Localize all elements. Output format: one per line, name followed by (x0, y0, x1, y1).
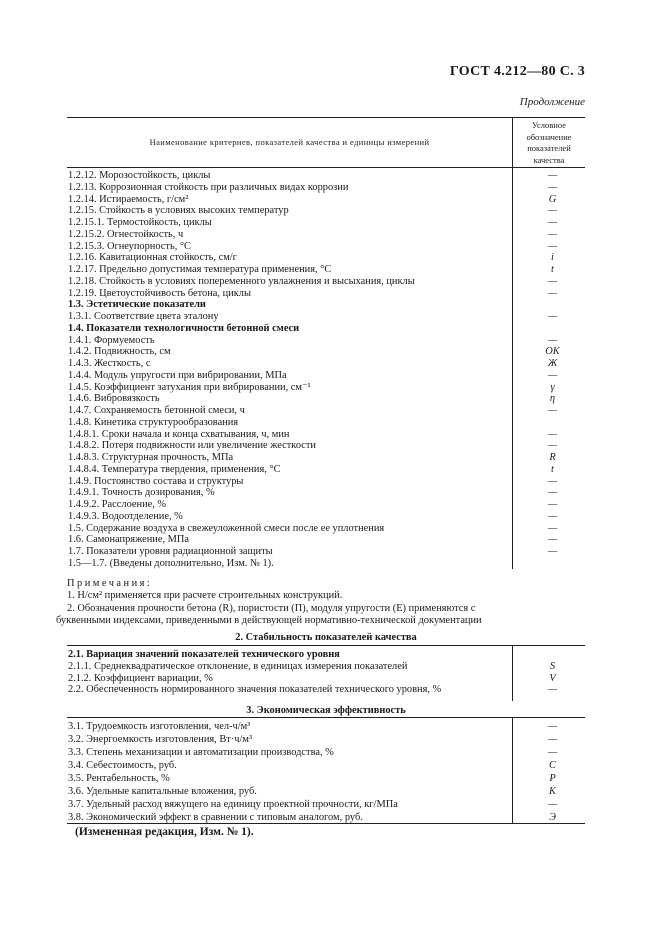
table-row (68, 511, 585, 523)
indicator-symbol: t (551, 463, 554, 475)
indicator-symbol: Ж (547, 358, 558, 369)
indicator-name: 3.1. Трудоемкость изготовления, чел-ч/м³ (68, 721, 251, 732)
column-header-line: показателей (527, 143, 571, 153)
indicator-name: 1.3.1. Соответствие цвета эталону (68, 311, 219, 322)
table-row (68, 429, 585, 441)
continuation-label: Продолжение (519, 96, 585, 108)
indicator-symbol: — (547, 734, 558, 745)
indicator-name: 1.5—1.7. (Введены дополнительно, Изм. № 1). (68, 557, 274, 569)
indicator-symbol: i (551, 252, 554, 264)
table-row (68, 205, 585, 217)
indicator-symbol: — (547, 684, 558, 696)
table-row (68, 405, 585, 417)
indicator-symbol: — (547, 275, 558, 287)
section-2-top-rule (67, 645, 585, 646)
table-row (68, 799, 585, 811)
table-row (68, 649, 585, 661)
indicator-name: 1.2.19. Цветоустойчивость бетона, циклы (68, 287, 251, 299)
indicator-name: 1.2.18. Стойкость в условиях попеременного увлажнения и высыхания, циклы (68, 275, 415, 287)
indicator-name: 2.1. Вариация значений показателей технического уровня (68, 649, 340, 660)
indicator-name: 1.4. Показатели технологичности бетонной смеси (68, 322, 300, 334)
table-row (68, 299, 585, 311)
indicator-symbol: — (547, 334, 558, 346)
table-row (68, 773, 585, 785)
indicator-name: 2.2. Обеспеченность нормированного значения показателей технического уровня, % (68, 684, 442, 696)
table-row (68, 673, 585, 685)
indicator-symbol: Э (549, 812, 556, 823)
indicator-name: 1.5. Содержание воздуха в свежеуложенной смеси после ее уплотнения (68, 522, 385, 534)
indicator-symbol: ОК (545, 346, 560, 358)
table-row (68, 370, 585, 382)
indicator-name: 1.4.9.3. Водоотделение, % (68, 510, 183, 522)
notes-title: Примечания: (67, 578, 153, 589)
indicator-name: 1.2.15. Стойкость в условиях высоких температур (68, 205, 289, 217)
indicator-name: 1.7. Показатели уровня радиационной защиты (68, 546, 273, 557)
indicator-symbol: — (547, 428, 558, 440)
indicator-name: 1.2.15.3. Огнеупорность, °С (68, 240, 191, 252)
indicator-symbol: — (547, 240, 558, 252)
indicator-symbol: V (549, 672, 556, 684)
indicator-symbol: — (547, 205, 558, 217)
note-2-continued: буквенными индексами, приведенными в действующей нормативно-технической документации (56, 615, 482, 626)
table-row (68, 760, 585, 772)
column-header-line: обозначение (526, 131, 572, 142)
indicator-name: 1.4.8. Кинетика структурообразования (68, 416, 239, 428)
indicator-name: 1.4.9. Постоянство состава и структуры (68, 475, 244, 487)
indicator-name: 3.3. Степень механизации и автоматизации производства, % (68, 747, 334, 758)
indicator-name: 1.4.7. Сохраняемость бетонной смеси, ч (68, 405, 245, 416)
table-head-rule (67, 167, 585, 168)
table-row (68, 523, 585, 535)
table-row (68, 684, 585, 696)
section-2-title: 2. Стабильность показателей качества (235, 632, 417, 643)
indicator-symbol: η (549, 393, 556, 405)
table-row (68, 335, 585, 347)
indicator-symbol: — (547, 721, 558, 732)
indicator-name: 2.1.1. Среднеквадратическое отклонение, в единицах измерения показателей (68, 660, 408, 672)
table-row (68, 311, 585, 323)
table-bottom-rule (67, 823, 585, 824)
table-row (68, 382, 585, 394)
table-row (68, 487, 585, 499)
indicator-name: 1.2.16. Кавитационная стойкость, см/г (68, 252, 237, 264)
indicator-name: 1.4.3. Жесткость, с (68, 358, 151, 369)
indicator-name: 3.2. Энергоемкость изготовления, Вт·ч/м³ (68, 734, 253, 745)
indicator-name: 1.2.12. Морозостойкость, циклы (68, 170, 211, 181)
indicator-name: 3.8. Экономический эффект в сравнении с типовым аналогом, руб. (68, 812, 363, 823)
table-row (68, 464, 585, 476)
table-row (68, 558, 585, 570)
indicator-symbol: — (547, 747, 558, 758)
indicator-name: 3.7. Удельный расход вяжущего на единицу проектной прочности, кг/МПа (68, 799, 398, 810)
indicator-name: 1.3. Эстетические показатели (68, 299, 206, 311)
column-header-symbol (513, 120, 585, 166)
table-row (68, 440, 585, 452)
table-top-rule (67, 117, 585, 118)
indicator-symbol: — (547, 228, 558, 240)
indicator-name: 1.2.14. Истираемость, г/см² (68, 193, 189, 205)
indicator-name: 1.4.8.4. Температура твердения, применения, °С (68, 463, 281, 475)
table-row (68, 276, 585, 288)
indicator-name: 1.4.6. Вибровязкость (68, 393, 160, 405)
section-3-top-rule (67, 717, 585, 718)
indicator-name: 1.4.1. Формуемость (68, 334, 155, 346)
column-header-line: качества (533, 154, 565, 165)
indicator-symbol: — (547, 181, 558, 193)
indicator-symbol: Р (549, 773, 556, 784)
indicator-name: 1.6. Самонапряжение, МПа (68, 534, 190, 546)
indicator-symbol: — (547, 217, 558, 228)
indicator-symbol: — (547, 170, 558, 181)
indicator-name: 1.4.9.1. Точность дозирования, % (68, 487, 215, 499)
indicator-symbol: γ (550, 381, 555, 393)
indicator-name: 1.4.8.2. Потеря подвижности или увеличение жесткости (68, 440, 316, 452)
table-row (68, 252, 585, 264)
indicator-symbol: — (547, 440, 558, 452)
indicator-name: 2.1.2. Коэффициент вариации, % (68, 672, 213, 684)
indicator-symbol: — (547, 311, 558, 322)
table-row (68, 264, 585, 276)
indicator-name: 3.6. Удельные капитальные вложения, руб. (68, 786, 257, 797)
table-row (68, 323, 585, 335)
table-row (68, 182, 585, 194)
table-row (68, 734, 585, 746)
indicator-name: 1.2.13. Коррозионная стойкость при различных видах коррозии (68, 181, 349, 193)
indicator-symbol: — (547, 405, 558, 416)
table-row (68, 194, 585, 206)
table-row (68, 358, 585, 370)
table-row (68, 786, 585, 798)
table-row (68, 417, 585, 429)
table-row (68, 288, 585, 300)
column-header-line: Условное (532, 120, 566, 130)
table-row (68, 393, 585, 405)
table-row (68, 721, 585, 733)
table-row (68, 499, 585, 511)
table-row (68, 661, 585, 673)
indicator-name: 3.5. Рентабельность, % (68, 773, 170, 784)
indicator-name: 1.4.8.1. Сроки начала и конца схватывания, ч, мин (68, 428, 290, 440)
indicator-symbol: — (547, 287, 558, 299)
indicator-symbol: — (547, 534, 558, 546)
note-1: 1. Н/см² применяется при расчете строительных конструкций. (67, 590, 343, 601)
table-row (68, 534, 585, 546)
document-header: ГОСТ 4.212—80 С. 3 (449, 64, 585, 79)
table-row (68, 241, 585, 253)
table-row (68, 217, 585, 229)
table-row (68, 546, 585, 558)
indicator-symbol: R (549, 452, 556, 463)
indicator-symbol: — (547, 499, 558, 510)
table-row (68, 229, 585, 241)
indicator-symbol: С (549, 760, 556, 771)
indicator-symbol: — (547, 546, 558, 557)
indicator-name: 1.4.8.3. Структурная прочность, МПа (68, 452, 234, 463)
indicator-symbol: t (551, 264, 554, 275)
table-row (68, 346, 585, 358)
indicator-name: 3.4. Себестоимость, руб. (68, 760, 177, 771)
section-3-title: 3. Экономическая эффективность (246, 705, 406, 716)
table-row (68, 452, 585, 464)
indicator-name: 1.2.15.2. Огнестойкость, ч (68, 228, 184, 240)
indicator-symbol: — (547, 369, 558, 381)
indicator-name: 1.4.2. Подвижность, см (68, 346, 171, 358)
indicator-name: 1.4.4. Модуль упругости при вибрировании, МПа (68, 369, 287, 381)
column-header-name: Наименование критериев, показателей качества и единицы измерений (149, 137, 430, 147)
indicator-symbol: — (547, 799, 558, 810)
indicator-name: 1.4.5. Коэффициент затухания при вибрировании, см⁻¹ (68, 381, 311, 393)
table-row (68, 170, 585, 182)
indicator-name: 1.4.9.2. Расслоение, % (68, 499, 167, 510)
indicator-symbol: — (547, 522, 558, 534)
indicator-symbol: К (549, 786, 556, 797)
indicator-symbol: — (547, 475, 558, 487)
table-row (68, 476, 585, 488)
indicator-symbol: — (547, 510, 558, 522)
note-2: 2. Обозначения прочности бетона (R), пористости (П), модуля упругости (E) применяются с (67, 603, 476, 614)
indicator-symbol: S (549, 660, 556, 672)
indicator-symbol: — (547, 487, 558, 499)
indicator-symbol: G (548, 193, 557, 205)
indicator-name: 1.2.15.1. Термостойкость, циклы (68, 217, 212, 228)
table-row (68, 747, 585, 759)
amendment-note: (Измененная редакция, Изм. № 1). (75, 826, 254, 838)
indicator-name: 1.2.17. Предельно допустимая температура применения, °С (68, 264, 332, 275)
